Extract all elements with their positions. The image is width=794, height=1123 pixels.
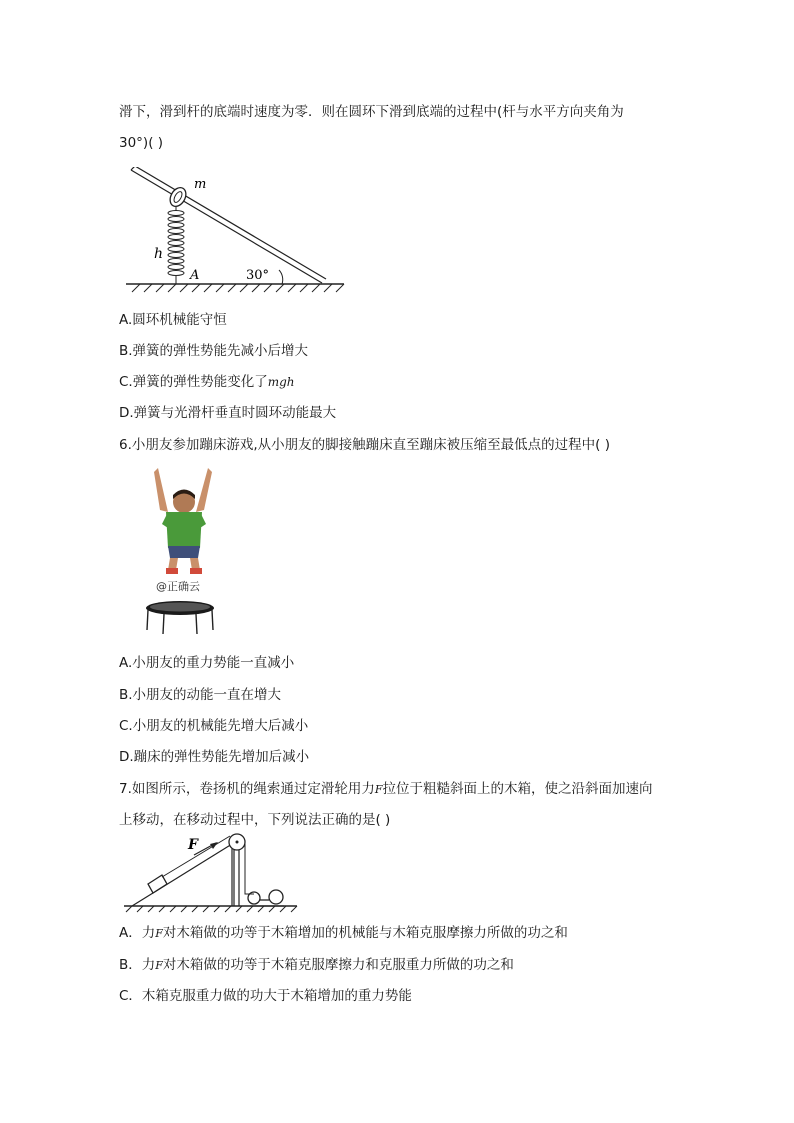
label-angle: 30°	[246, 268, 270, 283]
ground-hatching	[126, 284, 344, 292]
q7-option-c: C．木箱克服重力做的功大于木箱增加的重力势能	[119, 988, 412, 1004]
q7-option-b	[119, 956, 514, 975]
q7-option-a-label: A．力	[119, 925, 156, 941]
q7-option-b-math: F	[155, 959, 163, 972]
q5-stem-line1: 滑下，滑到杆的底端时速度为零．则在圆环下滑到底端的过程中(杆与水平方向夹角为	[119, 104, 624, 120]
q5-figure	[126, 167, 348, 297]
q7-figure	[122, 832, 304, 914]
child-jumping-photo	[146, 466, 222, 576]
q7-option-a	[119, 924, 568, 943]
label-A: A	[190, 268, 200, 283]
q5-option-c-math: mgh	[267, 375, 295, 389]
ground-hatching	[124, 906, 297, 912]
q5-option-b: B.弹簧的弹性势能先减小后增大	[119, 343, 309, 359]
q5-option-c-text: C.弹簧的弹性势能变化了	[119, 374, 268, 390]
q7-stem-line1	[119, 780, 653, 799]
q7-option-b-text: 对木箱做的功等于木箱克服摩擦力和克服重力所做的功之和	[162, 957, 514, 973]
q7-option-a-text: 对木箱做的功等于木箱增加的机械能与木箱克服摩擦力所做的功之和	[162, 925, 568, 941]
q6-option-a: A.小朋友的重力势能一直减小	[119, 655, 295, 671]
q6-watermark: @正确云	[156, 580, 200, 593]
q6-stem: 6.小朋友参加蹦床游戏,从小朋友的脚接触蹦床直至蹦床被压缩至最低点的过程中( )	[119, 437, 610, 453]
spring	[168, 205, 184, 284]
q5-option-a: A.圆环机械能守恒	[119, 312, 227, 328]
label-F: F	[188, 837, 198, 853]
q5-option-d: D.弹簧与光滑杆垂直时圆环动能最大	[119, 405, 337, 421]
winch	[248, 890, 284, 906]
sliding-rod	[131, 167, 326, 283]
trampoline	[142, 598, 218, 638]
q6-option-b: B.小朋友的动能一直在增大	[119, 687, 282, 703]
incline	[132, 844, 232, 906]
q7-option-b-label: B．力	[119, 957, 156, 973]
q7-stem-text-b: 拉位于粗糙斜面上的木箱，使之沿斜面加速向	[382, 781, 653, 797]
ring	[167, 185, 189, 209]
wooden-box	[148, 875, 167, 893]
q5-stem-line2: 30°)( )	[119, 135, 164, 151]
child-figure	[154, 468, 212, 574]
q5-option-c	[119, 373, 295, 391]
label-h: h	[154, 246, 164, 262]
q6-option-d: D.蹦床的弹性势能先增加后减小	[119, 749, 310, 765]
q7-stem-line2: 上移动，在移动过程中，下列说法正确的是( )	[119, 812, 391, 828]
q7-option-a-math: F	[155, 927, 163, 940]
angle-arc	[279, 270, 283, 284]
q6-option-c: C.小朋友的机械能先增大后减小	[119, 718, 309, 734]
pulley	[229, 834, 245, 906]
q7-stem-text-a: 7.如图所示，卷扬机的绳索通过定滑轮用力	[119, 781, 375, 797]
q7-stem-math-F: F	[374, 783, 383, 796]
label-m: m	[194, 177, 207, 192]
